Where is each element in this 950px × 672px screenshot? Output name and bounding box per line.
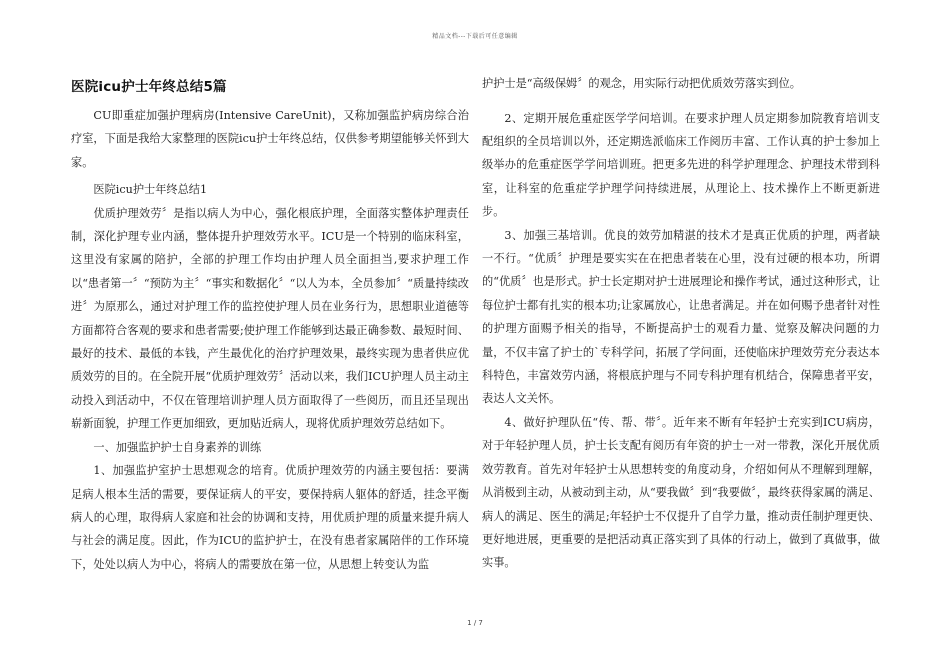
item-1-part-a: 1、加强监护室护士思想观念的培育。优质护理效劳的内涵主要包括：要满足病人根本生活的需要，要保证病人的平安，要保持病人躯体的舒适，挂念平衡病人的心理，取得病人家庭和社会的协调和支持，用优质护理的质量来提升病人与社会的满足度。因此，作为ICU的监护护士，在没有患者家属陪伴的工作环境下，处处以病人为中心，将病人的需要放在第一位，从思想上转变认为监 xyxy=(71,464,469,571)
page-number: 1 / 7 xyxy=(467,619,483,627)
left-column xyxy=(71,74,469,576)
right-column xyxy=(482,74,880,575)
document-title: 医院icu护士年终总结5篇 xyxy=(71,79,227,95)
item-4: 4、做好护理队伍“传、帮、带〞。近年来不断有年轻护士充实到ICU病房，对于年轻护理人员，护士长支配有阅历有年资的护士一对一带教，深化开展优质效劳教育。首先对年轻护士从思想转变的角度动身，介绍如何从不理解到理解，从消极到主动，从被动到主动，从“要我做〞到“我要做〞，最终获得家属的满足、病人的满足、医生的满足;年轻护士不仅提升了自学力量，推动责任制护理更快、更好地进展，更重要的是把活动真正落实到了具体的行动上，做到了真做事，做实事。 xyxy=(482,415,880,570)
paragraph-1: 优质护理效劳〞是指以病人为中心，强化根底护理，全面落实整体护理责任制，深化护理专业内涵，整体提升护理效劳水平。ICU是一个特别的临床科室，这里没有家属的陪护，全部的护理工作均由护理人员全面担当,要求护理工作以“患者第一〞“预防为主〞“事实和数据化〞“以人为本，全员参加〞“质量持续改进〞为原那么，通过对护理工作的监控使护理人员在业务行为，思想职业道德等方面都符合客观的要求和患者需要;使护理工作能够到达最正确参数、最短时间、最好的技术、最低的本钱，产生最优化的治疗护理效果，最终实现为患者供应优质效劳的目的。在全院开展“优质护理效劳〞活动以来，我们ICU护理人员主动主动投入到活动中，不仅在管理培训护理人员方面取得了一些阅历，而且还呈现出崭新面貌，护理工作更加细致，更加贴近病人，现将优质护理效劳总结如下。 xyxy=(71,206,469,431)
page-header: 精品文档---下载后可任意编辑 xyxy=(432,33,518,40)
section-title: 医院icu护士年终总结1 xyxy=(93,183,208,197)
heading-1: 一、加强监护护士自身素养的训练 xyxy=(93,440,262,454)
item-2: 2、定期开展危重症医学学问培训。在要求护理人员定期参加院教育培训支配组织的全员培训以外，还定期选派临床工作阅历丰富、工作认真的护士参加上级举办的危重症医学学问培训班。把更多先进的科学护理理念、护理技术带到科室，让科室的危重症学护理学问持续进展，从理论上、技术操作上不断更新进步。 xyxy=(482,111,880,219)
item-3: 3、加强三基培训。优良的效劳加精湛的技术才是真正优质的护理，两者缺一不行。“优质〞护理是要实实在在把患者装在心里，没有过硬的根本功，所谓的“优质〞也是形式。护士长定期对护士进展理论和操作考试，通过这种形式，让每位护士都有扎实的根本功;让家属放心，让患者满足。并在如何赐予患者针对性的护理方面赐予相关的指导，不断提高护士的观看力量、觉察及解决问题的力量，不仅丰富了护士的`专科学问，拓展了学问面，还使临床护理效劳充分表达本科特色，丰富效劳内涵，将根底护理与不同专科护理有机结合，保障患者平安，表达人文关怀。 xyxy=(482,228,880,406)
intro-paragraph: CU即重症加强护理病房(Intensive CareUnit)，又称加强监护病房综合治疗室，下面是我给大家整理的医院icu护士年终总结，仅供参考期望能够关怀到大家。 xyxy=(71,109,469,169)
item-1-part-b: 护护士是“高级保姆〞的观念，用实际行动把优质效劳落实到位。 xyxy=(482,77,801,90)
